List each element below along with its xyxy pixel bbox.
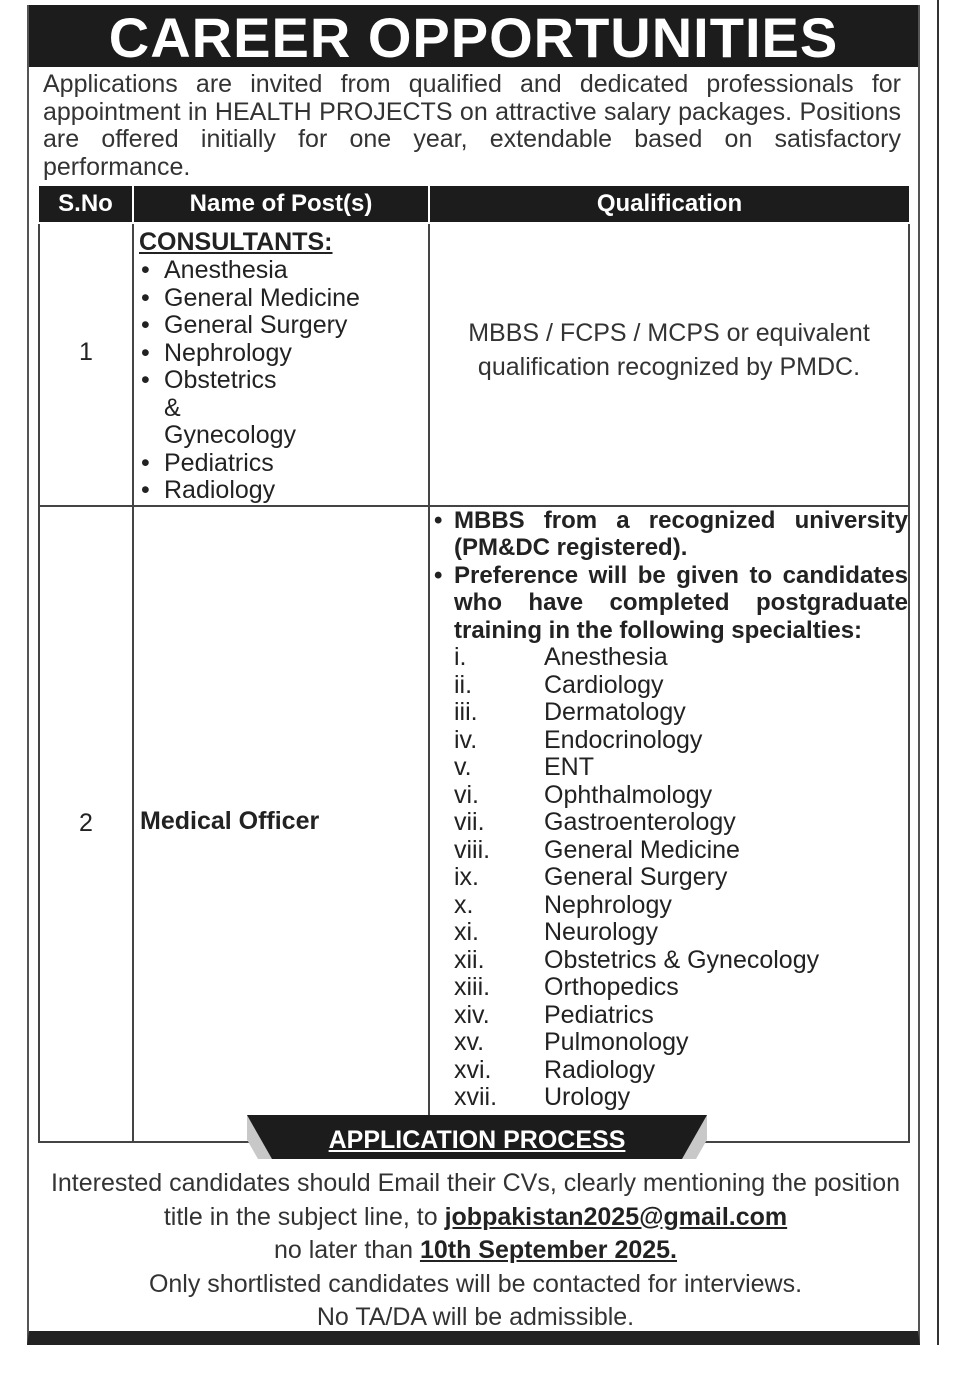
specialty-item bbox=[454, 699, 908, 727]
specialty-name: Obstetrics & Gynecology bbox=[544, 945, 820, 974]
header-qualification: Qualification bbox=[429, 186, 909, 223]
specialty-number: i. bbox=[454, 643, 467, 671]
process-line2-prefix: title in the subject line, to bbox=[163, 1202, 438, 1231]
list-item: • Anesthesia bbox=[139, 257, 428, 285]
specialty-name: Gastroenterology bbox=[544, 808, 736, 836]
specialty-number: ix. bbox=[454, 863, 479, 891]
row2-qualification-cell bbox=[429, 506, 909, 1142]
list-item: • General Medicine bbox=[139, 285, 428, 313]
specialty-item bbox=[454, 1002, 908, 1030]
specialty-item bbox=[454, 837, 908, 865]
intro-paragraph: Applications are invited from qualified and dedicated professionals for appointment in HEALTH PROJECTS on attractive salary packages. Positions are offered initially for one year, extendable based on satisfactory performance. bbox=[43, 70, 901, 181]
specialty-item bbox=[454, 1029, 908, 1057]
process-line4: Only shortlisted candidates will be contacted for interviews. bbox=[148, 1269, 803, 1298]
list-item: • General Surgery bbox=[139, 312, 428, 340]
row1-qualification-line1: MBBS / FCPS / MCPS or equivalent bbox=[468, 319, 870, 347]
process-line5: No TA/DA will be admissible. bbox=[316, 1303, 635, 1331]
row2-post-cell bbox=[133, 506, 429, 1142]
specialty-number: ii. bbox=[454, 670, 473, 699]
specialty-item bbox=[454, 672, 908, 700]
specialty-name: Pediatrics bbox=[544, 1000, 654, 1029]
row2-sno: 2 bbox=[79, 808, 93, 837]
process-line2 bbox=[29, 1201, 922, 1235]
specialty-name: Nephrology bbox=[544, 890, 672, 919]
row1-sno: 1 bbox=[79, 338, 93, 366]
row1-posts-cell bbox=[133, 223, 429, 506]
header-post: Name of Post(s) bbox=[133, 186, 429, 223]
requirement-preference: • Preference will be given to candidates who have completed postgraduate training in the following specialties: bbox=[430, 562, 908, 645]
specialty-name: Anesthesia bbox=[544, 643, 668, 671]
specialty-name: General Surgery bbox=[544, 863, 728, 891]
specialty-name: Dermatology bbox=[544, 698, 686, 726]
mo-requirements-list bbox=[430, 507, 908, 645]
specialty-number: viii. bbox=[454, 835, 491, 864]
specialty-number: xi. bbox=[454, 918, 479, 946]
specialty-number: xiii. bbox=[454, 973, 491, 1001]
specialty-name: Urology bbox=[544, 1083, 631, 1111]
list-item: • Nephrology bbox=[139, 340, 428, 368]
email-link[interactable]: jobpakistan2025@gmail.com bbox=[444, 1202, 788, 1231]
list-item: • Pediatrics bbox=[139, 450, 428, 478]
requirement-mbbs: • MBBS from a recognized university (PM&DC registered). bbox=[430, 507, 908, 562]
list-item: • Radiology bbox=[139, 477, 428, 505]
process-line3 bbox=[29, 1234, 922, 1268]
specialty-item bbox=[454, 809, 908, 837]
specialty-number: xii. bbox=[454, 945, 485, 974]
specialty-item bbox=[454, 947, 908, 975]
row1-sno-cell bbox=[39, 223, 133, 506]
table-row bbox=[39, 223, 909, 506]
specialty-item bbox=[454, 892, 908, 920]
specialty-name: Cardiology bbox=[544, 670, 664, 699]
specialty-number: vi. bbox=[454, 780, 479, 809]
specialty-item bbox=[454, 974, 908, 1002]
specialty-number: xv. bbox=[454, 1028, 485, 1056]
table-row bbox=[39, 506, 909, 1142]
consultants-title: CONSULTANTS: bbox=[139, 228, 333, 256]
specialty-name: Neurology bbox=[544, 918, 658, 946]
specialty-item bbox=[454, 782, 908, 810]
specialty-number: x. bbox=[454, 890, 474, 919]
specialty-item bbox=[454, 1084, 908, 1112]
posts-table bbox=[38, 186, 910, 1143]
specialties-list bbox=[430, 644, 908, 1112]
deadline-date: 10th September 2025. bbox=[419, 1236, 678, 1264]
specialty-item bbox=[454, 754, 908, 782]
specialty-number: vii. bbox=[454, 808, 485, 836]
specialty-item bbox=[454, 1057, 908, 1085]
process-line3-prefix: no later than bbox=[273, 1236, 413, 1264]
advertisement bbox=[27, 5, 920, 1345]
specialty-name: Endocrinology bbox=[544, 725, 703, 754]
specialty-item bbox=[454, 727, 908, 755]
page-edge-line bbox=[937, 0, 939, 1345]
page-title: CAREER OPPORTUNITIES bbox=[29, 5, 918, 67]
application-process-banner bbox=[247, 1115, 707, 1159]
specialty-number: xvi. bbox=[454, 1055, 492, 1084]
specialty-name: Radiology bbox=[544, 1055, 656, 1084]
specialty-name: General Medicine bbox=[544, 835, 740, 864]
specialty-item bbox=[454, 644, 908, 672]
specialty-number: iii. bbox=[454, 698, 478, 726]
specialty-number: xvii. bbox=[454, 1083, 498, 1111]
specialty-item bbox=[454, 919, 908, 947]
specialty-item bbox=[454, 864, 908, 892]
process-line1: Interested candidates should Email their CVs, clearly mentioning the position bbox=[50, 1169, 901, 1197]
medical-officer-title: Medical Officer bbox=[140, 806, 320, 835]
specialty-name: Orthopedics bbox=[544, 973, 679, 1001]
specialty-name: Ophthalmology bbox=[544, 780, 713, 809]
specialty-number: xiv. bbox=[454, 1000, 490, 1029]
row2-sno-cell bbox=[39, 506, 133, 1142]
row1-qualification-line2: qualification recognized by PMDC. bbox=[477, 353, 861, 381]
table-header-row bbox=[39, 186, 909, 223]
consultant-posts-list bbox=[134, 257, 428, 505]
specialty-name: ENT bbox=[544, 753, 594, 781]
specialty-name: Pulmonology bbox=[544, 1028, 689, 1056]
specialty-number: iv. bbox=[454, 725, 478, 754]
specialty-number: v. bbox=[454, 753, 472, 781]
application-process-heading: APPLICATION PROCESS bbox=[328, 1126, 626, 1154]
application-process-text bbox=[29, 1167, 922, 1335]
header-sno: S.No bbox=[39, 186, 133, 223]
list-item: • Obstetrics & Gynecology bbox=[139, 367, 284, 450]
row1-qualification-cell bbox=[429, 223, 909, 506]
